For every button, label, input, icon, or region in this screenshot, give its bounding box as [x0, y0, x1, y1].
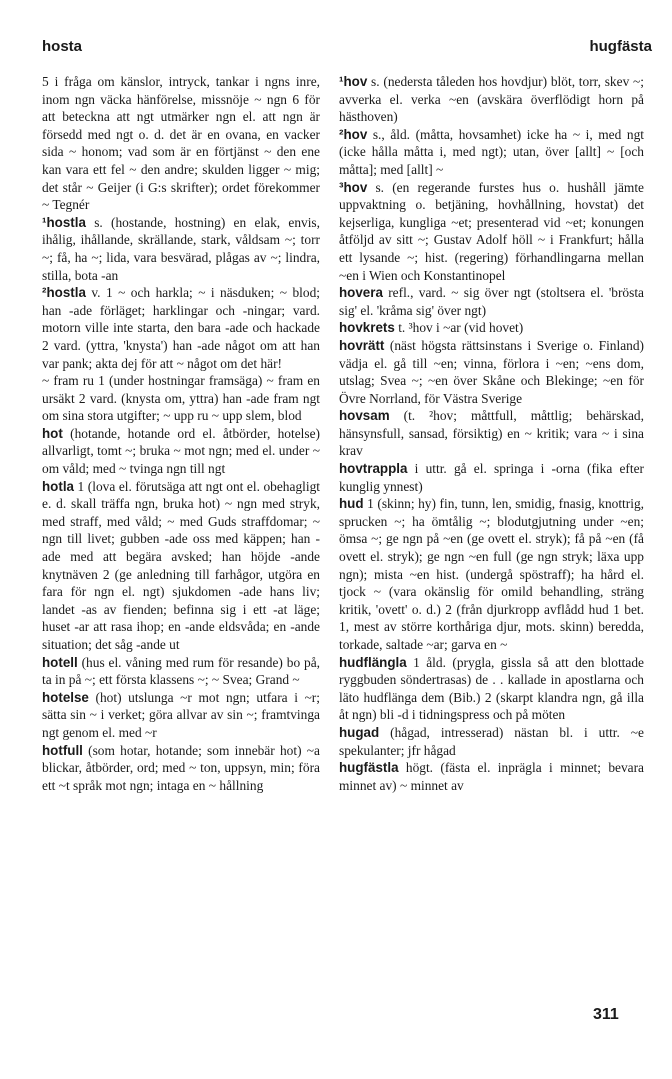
- dictionary-entry: [339, 759, 644, 794]
- entry-text: s., åld. (måtta, hovsamhet) icke ha ~ i, med ngt (icke hålla måtta i, med ngt); utan, över [allt] ~ [och måtta]; med [allt] ~: [339, 126, 644, 177]
- dictionary-entry: [339, 319, 644, 337]
- dictionary-entry: [42, 214, 320, 284]
- entry-headword: hovera: [339, 285, 383, 301]
- entry-text: 1 åld. (prygla, gissla så att den blottade ryggbuden söndertrasas) de . . kallade in apostlarna och läto hudflänga dem (Bib.) 2 (skarpt klandra ngn, gå illa åt ngn) bli -d i tidningspress och på möten: [339, 654, 644, 723]
- entry-text: s. (en regerande furstes hus o. hushåll jämte uppvaktning o. betjäning, hovhållning, hovstat) det kejserliga, kungliga ~et; presenterad vid ~et; konungen åtföljd av sitt ~; Gustav Adolf höll ~ i Frankfurt; hålla ett lysande ~; hist. (regering) förhandlingarna mellan ~en i Wien och Konstantinopel: [339, 179, 644, 283]
- entry-headword: hovsam: [339, 408, 390, 424]
- dictionary-entry: [42, 284, 320, 372]
- entry-text: ~ fram ru 1 (under hostningar framsäga) ~ fram en ursäkt 2 vard. (knysta om, yttra) han -ade fram ngt om sina stora utgifter; ~ upp ru ~ upp slem, blod: [42, 373, 320, 424]
- entry-text: 1 (lova el. förutsäga att ngt ont el. obehagligt e. d. skall träffa ngn, bruka hot) ~ ngn med stryk, med straff, med våld; ~ med Guds straffdomar; ~ ngn till livet; gubben -ade oss med käppen; han -ade med att begära avsked; han höjde -ande knytnäven 2 (ge anledning till farhågor, utgöra en fara för ngn el. ngt) sjukdomen -ade hans liv; landet -as av fienden; befinna sig i ett -at läge; huset -ar att rasa ihop; en -ande eldsvåda; en -ande situation; det såg -ande ut: [42, 478, 320, 652]
- entry-headword: hugad: [339, 724, 380, 740]
- entry-headword: hovrätt: [339, 337, 385, 353]
- entry-headword: hovkrets: [339, 320, 395, 336]
- dictionary-entry: [339, 724, 644, 759]
- entry-headword: hovtrappla: [339, 461, 408, 477]
- dictionary-entry: [42, 689, 320, 742]
- entry-headword: hot: [42, 425, 63, 441]
- entry-headword: ³hov: [339, 179, 368, 195]
- entry-text: (näst högsta rättsinstans i Sverige o. Finland) vädja el. gå till ~en; vinna, förlora i ~en; ~ens dom, utslag; Svea ~; ~en över Skåne och Blekinge; ~en för Övre Norrland, för Västra Sverige: [339, 337, 644, 406]
- entry-text: s. (nedersta tåleden hos hovdjur) blöt, torr, skev ~; avverka el. verka ~en (avskära överflödigt horn på hästhoven): [339, 74, 644, 125]
- entry-text: högt. (fästa el. inprägla i minnet; bevara minnet av) ~ minnet av: [339, 760, 644, 793]
- dictionary-entry: [339, 460, 644, 495]
- entry-text: i uttr. gå el. springa i -orna (fika efter kunglig ynnest): [339, 461, 644, 494]
- dictionary-entry: [42, 478, 320, 654]
- dictionary-entry: [42, 73, 320, 214]
- dictionary-entry: [339, 73, 644, 126]
- entry-text: (t. ²hov; måttfull, måttlig; behärskad, hänsynsfull, sansad, försiktig) en ~ kritik; vara ~ i sina krav: [339, 408, 644, 459]
- dictionary-entry: [339, 337, 644, 407]
- entry-headword: hud: [339, 496, 364, 512]
- entry-text: (hågad, intresserad) nästan bl. i uttr. ~e spekulanter; jfr hågad: [339, 724, 644, 758]
- entry-text: v. 1 ~ och harkla; ~ i näsduken; ~ blod; han -ade förläget; harklingar och -ningar; vard. motorn ville inte starta, den bara -ade och hackade 2 vard. (yttra, 'knysta') han -ade något om att han var pank; akta dej för att ~ något om det här!: [42, 285, 320, 371]
- entry-headword: hudflängla: [339, 654, 407, 670]
- entry-headword: ¹hov: [339, 74, 368, 89]
- dictionary-entry: [339, 407, 644, 460]
- page-number: 311: [593, 1006, 619, 1023]
- entry-headword: hotfull: [42, 742, 83, 758]
- dictionary-entry: [42, 742, 320, 795]
- entry-headword: ¹hostla: [42, 214, 86, 230]
- right-column: [339, 73, 644, 794]
- dictionary-entry: [339, 126, 644, 179]
- entry-headword: hotelse: [42, 689, 89, 705]
- entry-text: (hotande, hotande ord el. åtbörder, hotelse) allvarligt, tomt ~; bruka ~ mot ngn; med el. under ~ om våld; med ~ tvinga ngn till ngt: [42, 425, 320, 477]
- entry-text: t. ³hov i ~ar (vid hovet): [398, 320, 524, 336]
- entry-headword: ²hostla: [42, 285, 86, 301]
- entry-text: refl., vard. ~ sig över ngt (stoltsera el. 'brösta sig' el. 'kråma sig' över ngt): [339, 285, 644, 318]
- entry-text: (som hotar, hotande; som innebär hot) ~a blickar, åtbörder, ord; med ~ ton, uppsyn, min; föra ett ~t språk mot ngn; intaga en ~ hållning: [42, 742, 320, 793]
- entry-text: 5 i fråga om känslor, intryck, tankar i ngns inre, inom ngn väcka hänförelse, missnöje ~ ngn 6 för att beteckna att ngt utmärker ngn el. att ngn är försedd med ngt o. d. det är en ovana, en vacker sida ~ honom; vad som är en förtjänst ~ den ene kan vara ett fel ~ den andre; skulden ligger ~ mig; det står ~ Geijer (i G:s skrifter); ordet förekommer ~ Tegnér: [42, 74, 320, 213]
- entry-text: (hus el. våning med rum för resande) bo på, ta in på ~; ett första klassens ~; ~ Svea; Grand ~: [42, 654, 320, 688]
- dictionary-entry: [42, 654, 320, 689]
- dictionary-entry: [339, 654, 644, 724]
- dictionary-entry: [42, 425, 320, 478]
- entry-headword: hotell: [42, 654, 78, 670]
- dictionary-entry: [339, 495, 644, 653]
- entry-text: s. (hostande, hostning) en elak, envis, ihålig, ihållande, skrällande, stark, våldsam ~; torr ~; få, ha ~; lida, vara besvärad, plågas av ~; lindra, stilla, bota -an: [42, 214, 320, 283]
- entry-text: (hot) utslunga ~r mot ngn; utfara i ~r; sätta sin ~ i verket; göra allvar av sin ~; framtvinga ngt genom el. med ~r: [42, 689, 320, 740]
- running-head-right: hugfästa: [589, 38, 652, 55]
- entry-headword: ²hov: [339, 126, 368, 142]
- entry-text: 1 (skinn; hy) fin, tunn, len, smidig, fnasig, knottrig, sprucken ~; ha ömtålig ~; blodutgjutning under ~en; ömsa ~; ge ngn på ~en (ge ovett el. stryk); få på ~en (få ovett el. stryk); ge ngn ~en full (ge ngn stryk; läxa upp ngn); mista ~en hist. (undergå spöstraff); ha hård el. tjock ~ (vara okänslig för omild behandling, sträng kritik, 'ovett' o. d.) 2 (från djurkropp avflådd hud 1 bet. 1, mest av större korthåriga djur, mots. skinn) beredda, torkade, saltade ~ar; garva en ~: [339, 496, 644, 652]
- dictionary-entry: [339, 179, 644, 285]
- left-column: [42, 73, 320, 794]
- running-head-left: hosta: [42, 38, 83, 55]
- dictionary-entry: [339, 284, 644, 319]
- entry-headword: hotla: [42, 478, 74, 494]
- entry-headword: hugfästla: [339, 760, 399, 776]
- dictionary-entry: [42, 372, 320, 425]
